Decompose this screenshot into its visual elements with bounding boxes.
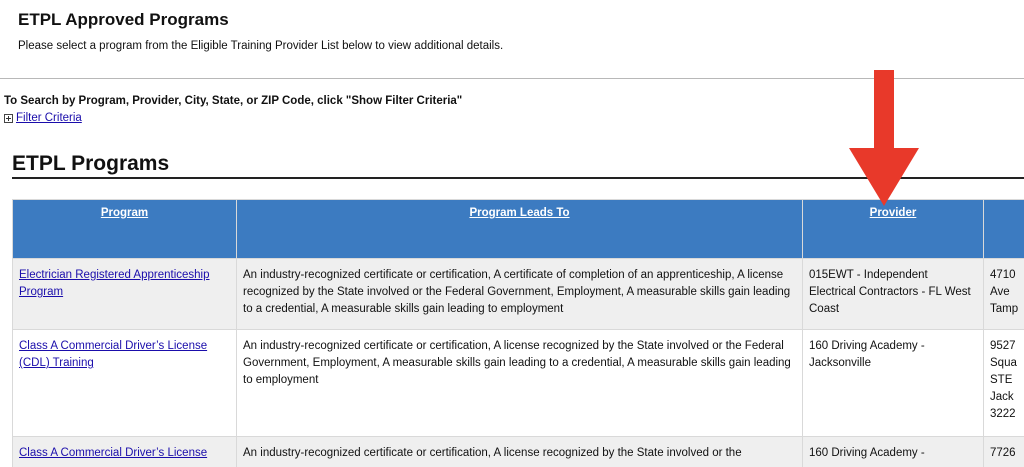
- address-line: Ave: [990, 286, 1010, 298]
- arrow-head: [849, 148, 919, 206]
- plus-box-icon[interactable]: [4, 114, 13, 123]
- search-hint: To Search by Program, Provider, City, State, or ZIP Code, click "Show Filter Criteria": [4, 95, 463, 107]
- leads-to-cell: An industry-recognized certificate or certification, A license recognized by the State involved or the Federal Government, Employment, A measurable skills gain leading to a credential, A measurable skills gain leading to employment: [237, 330, 803, 437]
- program-link[interactable]: Class A Commercial Driver’s License: [19, 447, 208, 459]
- program-cell: [13, 437, 237, 467]
- address-line: 4710: [990, 269, 1016, 281]
- arrow-shaft: [874, 70, 894, 150]
- programs-table: [12, 199, 1024, 467]
- address-cell: [984, 259, 1024, 330]
- program-cell: [13, 330, 237, 437]
- address-cell: [984, 330, 1024, 437]
- address-line: Squa: [990, 357, 1017, 369]
- program-cell: [13, 259, 237, 330]
- sort-program-link[interactable]: Program: [100, 207, 149, 219]
- address-line: Tamp: [990, 303, 1019, 315]
- page-title: ETPL Approved Programs: [18, 10, 229, 29]
- table-row: [13, 330, 1024, 437]
- provider-cell: 160 Driving Academy - Jacksonville: [803, 330, 984, 437]
- provider-cell: 015EWT - Independent Electrical Contractors - FL West Coast: [803, 259, 984, 330]
- table-row: [13, 259, 1024, 330]
- address-line: STE: [990, 374, 1013, 386]
- address-line: 9527: [990, 340, 1016, 352]
- column-header-address[interactable]: [984, 200, 1024, 259]
- address-line: 3222: [990, 408, 1016, 420]
- page-subtitle: Please select a program from the Eligible Training Provider List below to view additional details.: [18, 40, 504, 52]
- address-line: Jack: [990, 391, 1014, 403]
- address-cell: [984, 437, 1024, 467]
- column-header-provider[interactable]: [803, 200, 984, 259]
- column-header-leads-to[interactable]: [237, 200, 803, 259]
- table-row: [13, 437, 1024, 467]
- address-line: 7726: [990, 447, 1016, 459]
- leads-to-cell: An industry-recognized certificate or certification, A license recognized by the State involved or the: [237, 437, 803, 467]
- program-link[interactable]: Electrician Registered Apprenticeship Program: [19, 269, 210, 298]
- sort-provider-link[interactable]: Provider: [869, 207, 917, 219]
- leads-to-cell: An industry-recognized certificate or certification, A certificate of completion of an apprenticeship, A license recognized by the State involved or the Federal Government, Employment, A measurable skills gain leading to a credential, A measurable skills gain leading to employment: [237, 259, 803, 330]
- filter-criteria-toggle[interactable]: [4, 112, 82, 124]
- column-header-program[interactable]: [13, 200, 237, 259]
- table-header-row: [13, 200, 1024, 259]
- program-link[interactable]: Class A Commercial Driver’s License (CDL) Training: [19, 340, 208, 369]
- provider-cell: 160 Driving Academy -: [803, 437, 984, 467]
- sort-leads-to-link[interactable]: Program Leads To: [469, 207, 570, 219]
- red-arrow-annotation: [849, 70, 919, 206]
- filter-criteria-link[interactable]: Filter Criteria: [16, 112, 82, 124]
- section-title: ETPL Programs: [12, 152, 170, 175]
